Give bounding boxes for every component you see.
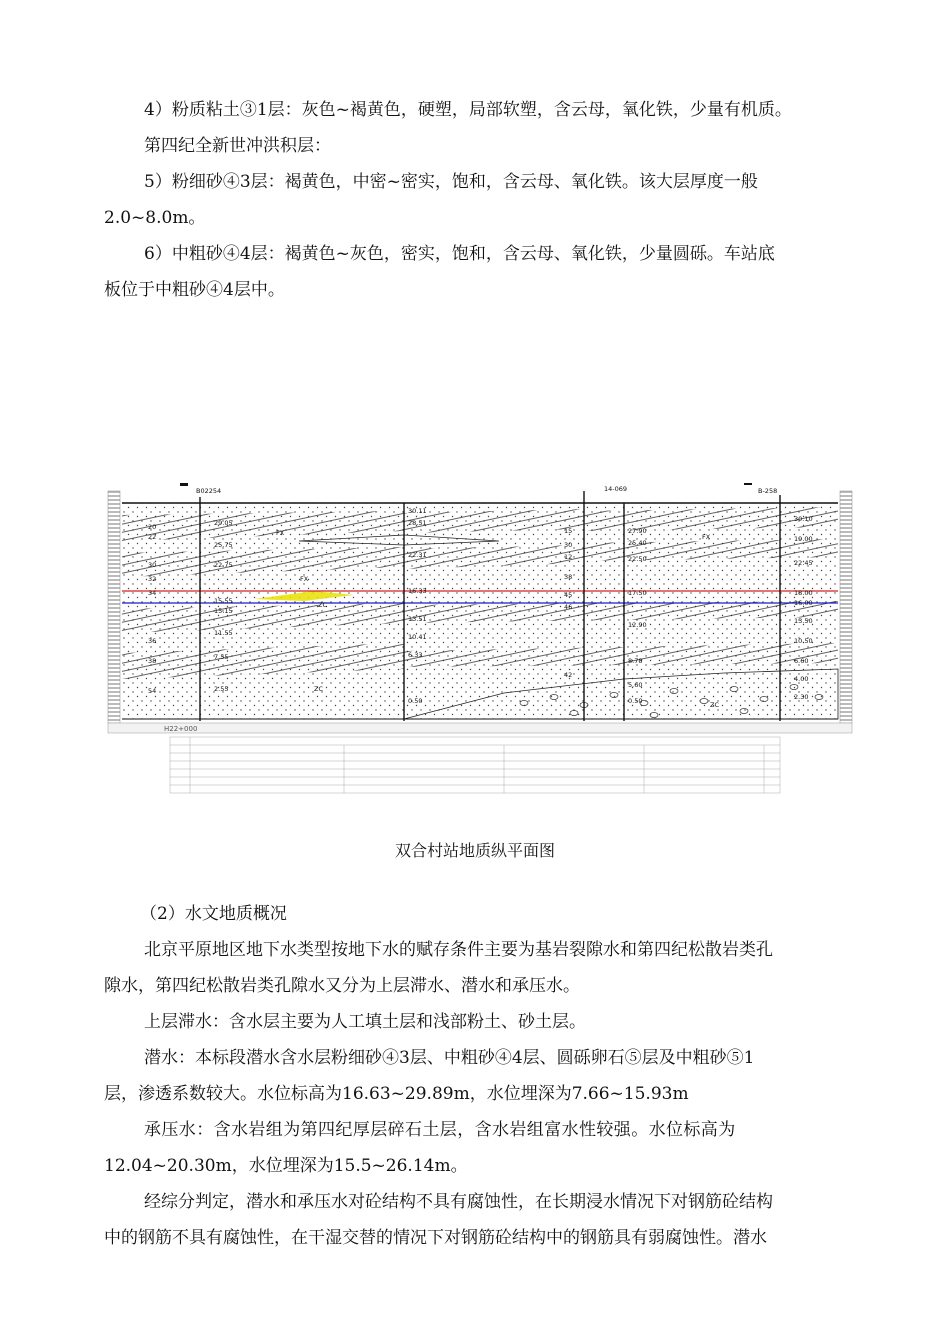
right-elev-8: 4.00 [794,675,809,683]
borehole-markers [180,483,752,486]
paragraph-fine-sand-cont: 2.0~8.0m。 [104,208,206,228]
mid-number-4: 45 [564,591,573,599]
mid-number-0: 15 [564,527,573,535]
mid2-elev-6: 5.60 [628,681,643,689]
borehole-label-2: 14-069 [604,485,628,493]
mid-elev-1: 28.51 [408,519,427,527]
mid2-elev-0: 27.90 [628,527,647,535]
left-elev-5: 11.55 [214,629,233,637]
paragraph-confined-water: 承压水：含水岩组为第四纪厚层碎石土层，含水岩组富水性较强。水位标高为 [144,1120,736,1140]
paragraph-coarse-sand-cont: 板位于中粗砂④4层中。 [104,280,285,300]
right-elev-1: 19.00 [794,535,813,543]
right-elev-4: 16.00 [794,599,813,607]
mid-elev-2: 22.31 [408,551,427,559]
station-label-strip [108,723,852,733]
right-scale-strip [840,491,852,723]
figure-caption: 双合村站地质纵平面图 [394,841,555,860]
mid-number-3: 38 [564,573,573,581]
paragraph-confined-water-cont: 12.04~20.30m，水位埋深为15.5~26.14m。 [104,1156,468,1176]
left-elev-3: 15.55 [214,597,233,605]
paragraph-groundwater-types-cont: 隙水，第四纪松散岩类孔隙水又分为上层滞水、潜水和承压水。 [104,976,580,996]
mid2-elev-5: 8.78 [628,657,643,665]
right-elev-9: 2.30 [794,693,809,701]
left-elev-1: 25.75 [214,541,233,549]
left-depth-6: 38 [148,657,157,665]
left-scale-strip [108,491,120,723]
right-elev-0: 30.10 [794,515,813,523]
mid-elev-0: 30.11 [408,507,427,515]
left-elev-0: 29.05 [214,519,233,527]
paragraph-silty-clay: 4）粉质粘土③1层：灰色~褐黄色，硬塑，局部软塑，含云母，氧化铁，少量有机质。 [144,100,792,120]
mid-elev-3: 16.33 [408,587,427,595]
left-elev-2: 22.75 [214,561,233,569]
paragraph-fine-sand: 5）粉细砂④3层：褐黄色，中密~密实，饱和，含云母、氧化铁。该大层厚度一般 [144,172,758,192]
mid-elev-4: 13.51 [408,615,427,623]
geological-profile-figure [104,483,856,796]
left-depth-4: 34 [148,589,157,597]
left-depth-5: 36 [148,637,157,645]
soil-code-1: ZC [318,601,327,609]
mid-number-2: 12 [564,553,573,561]
right-elev-5: 13.50 [794,617,813,625]
left-elev-6: 7.55 [214,653,229,661]
mid-elev-7: 0.50 [408,697,423,705]
mid-elev-6: 6.33 [408,651,423,659]
soil-code-3: ZC [314,685,323,693]
paragraph-corrosion: 经综分判定，潜水和承压水对砼结构不具有腐蚀性，在长期浸水情况下对钢筋砼结构 [144,1192,773,1212]
mid2-elev-1: 25.40 [628,539,647,547]
soil-code-5: ZC [710,701,719,709]
mid-number-1: 30 [564,541,573,549]
left-depth-1: 22 [148,533,157,541]
mid2-elev-3: 17.50 [628,589,647,597]
chainage-label: H22+000 [164,725,198,733]
soil-code-4: FX [702,533,711,541]
borehole-label-1: B02254 [196,487,222,495]
soil-code-2: FX [300,575,309,583]
mid2-elev-7: 0.50 [628,697,643,705]
left-depth-3: 32 [148,575,157,583]
mid2-elev-4: 12.90 [628,621,647,629]
right-elev-3: 18.00 [794,589,813,597]
left-depth-2: 30 [148,561,157,569]
soil-code-0: FX [276,529,285,537]
profile-data-table [170,737,780,793]
borehole-label-3: B-258 [758,487,778,495]
paragraph-phreatic-water-cont: 层，渗透系数较大。水位标高为16.63~29.89m，水位埋深为7.66~15.93m [104,1084,689,1104]
section-heading: （2）水文地质概况 [140,904,287,924]
paragraph-corrosion-cont: 中的钢筋不具有腐蚀性，在干湿交替的情况下对钢筋砼结构中的钢筋具有弱腐蚀性。潜水 [104,1228,767,1248]
paragraph-coarse-sand: 6）中粗砂④4层：褐黄色~灰色，密实，饱和，含云母、氧化铁，少量圆砾。车站底 [144,244,775,264]
left-depth-0: 20 [148,523,157,531]
paragraph-phreatic-water: 潜水：本标段潜水含水层粉细砂④3层、中粗砂④4层、圆砾卵石⑤层及中粗砂⑤1 [144,1048,755,1068]
paragraph-holocene-heading: 第四纪全新世冲洪积层： [144,136,331,156]
left-depth-7: 54 [148,687,157,695]
mid2-elev-2: 22.50 [628,555,647,563]
right-elev-6: 10.50 [794,637,813,645]
right-elev-7: 6.60 [794,657,809,665]
left-elev-7: 2.55 [214,685,229,693]
mid-elev-5: 10.41 [408,633,427,641]
paragraph-groundwater-types: 北京平原地区地下水类型按地下水的赋存条件主要为基岩裂隙水和第四纪松散岩类孔 [144,940,773,960]
mid-number-5: 46 [564,603,573,611]
mid-number-6: 42 [564,671,573,679]
right-elev-2: 22.45 [794,559,813,567]
left-elev-4: 15.15 [214,607,233,615]
paragraph-perched-water: 上层滞水：含水层主要为人工填土层和浅部粉土、砂土层。 [144,1012,586,1032]
